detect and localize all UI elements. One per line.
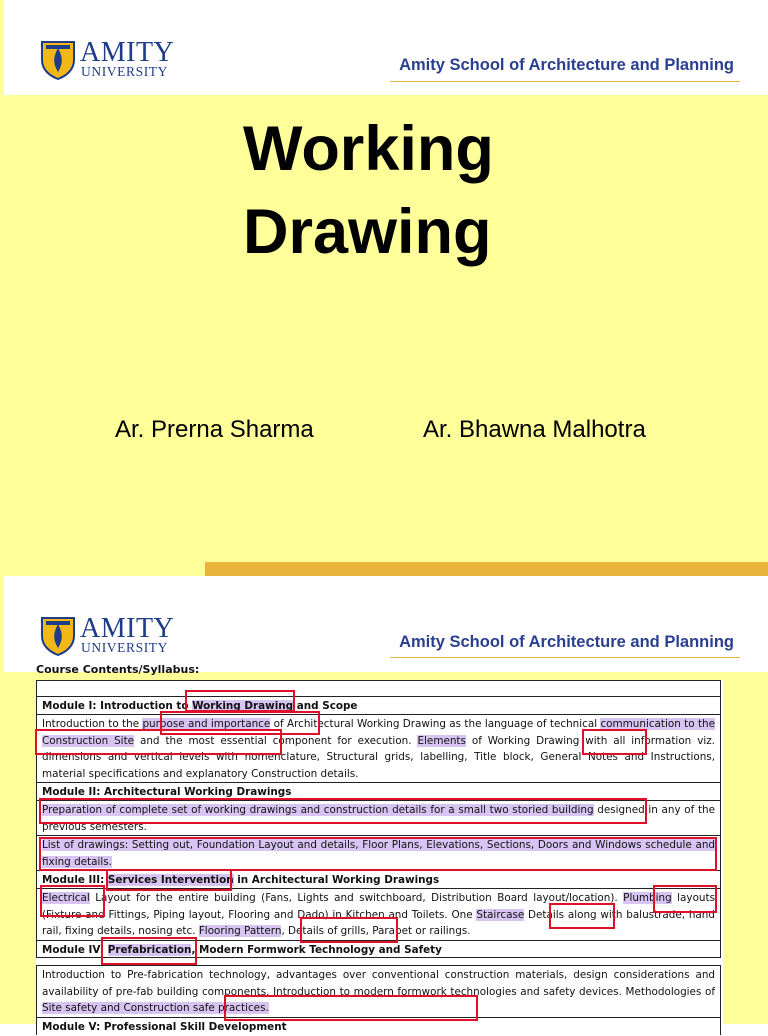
logo-wordmark: AMITY <box>80 613 175 644</box>
annotation-box-electrical <box>40 885 105 917</box>
course-contents-label: Course Contents/Syllabus: <box>36 663 200 676</box>
amity-logo-2 <box>40 614 180 660</box>
school-name: Amity School of Architecture and Planning <box>399 56 734 74</box>
author-1: Ar. Prerna Sharma <box>115 416 314 443</box>
logo-subtitle: UNIVERSITY <box>81 64 168 79</box>
annotation-box-services <box>106 869 232 891</box>
blank-row <box>36 680 721 696</box>
slide-header <box>4 0 768 95</box>
school-name: Amity School of Architecture and Planning <box>399 633 734 651</box>
module-3-heading: Module III: Services Intervention in Architectural Working Drawings <box>36 870 721 888</box>
module-3-body: Electrical Layout for the entire building (Fans, Lights and switchboard, Distribution Board layout/location). Plumbing layouts (Fixture and Fittings, Piping layout, Flooring and Dado) in Kitchen and Toilets. One Staircase Details along with balustrade, hand rail, fixing details, nosing etc. Flooring Pattern, Details of grills, Parapet or railings. <box>36 888 721 940</box>
shield-icon <box>40 616 76 656</box>
annotation-box-communication <box>35 729 282 755</box>
module-2-body-2: List of drawings: Setting out, Foundation Layout and details, Floor Plans, Elevations, Sections, Doors and Windows schedule and fixing details. <box>36 835 721 870</box>
annotation-box-staircase <box>549 903 615 929</box>
module-2-body-1: Preparation of complete set of working drawings and construction details for a small two storied building designed in any of the previous semesters. <box>36 800 721 835</box>
annotation-box-list-of-drawings <box>39 837 717 871</box>
amity-logo <box>40 38 180 84</box>
author-2: Ar. Bhawna Malhotra <box>423 416 646 443</box>
annotation-box-preparation <box>39 798 647 824</box>
header-rule <box>390 657 740 658</box>
slide-header-2 <box>4 576 768 672</box>
logo-wordmark: AMITY <box>80 37 175 68</box>
logo-subtitle: UNIVERSITY <box>81 640 168 655</box>
slide-title <box>243 108 494 274</box>
module-4-body: Introduction to Pre-fabrication technology, advantages over conventional construction materials, design considerations and availability of pre-fab building components. Introduction to modern formwork technologies and safety devices. Methodologies of Site safety and Construction safe practices. <box>36 965 721 1017</box>
annotation-box-elements <box>582 729 647 755</box>
module-4-heading: Module IV: Prefabrication, Modern Formwork Technology and Safety <box>36 940 721 958</box>
annotation-box-site-safety <box>224 995 478 1021</box>
header-rule <box>390 81 740 82</box>
module-2-heading: Module II: Architectural Working Drawings <box>36 782 721 800</box>
annotation-box-working-drawing <box>185 690 295 712</box>
module-1-body: Introduction to the purpose and importance of Architectural Working Drawing as the language of technical communication to the Construction Site and the most essential component for execution. Elements of Working Drawing with all information viz. dimensions and vertical levels with nomenclature, Structural grids, labelling, Title block, General Notes and Instructions, material specifications and explanatory Construction details. <box>36 714 721 782</box>
module-5-heading: Module V: Professional Skill Development <box>36 1017 721 1035</box>
module-1-heading: Module I: Introduction to Working Drawing and Scope <box>36 696 721 714</box>
bottom-band <box>205 562 768 576</box>
title-line-2: Drawing <box>243 197 492 267</box>
title-line-1: Working <box>243 114 494 184</box>
shield-icon <box>40 40 76 80</box>
annotation-box-flooring <box>300 917 398 943</box>
annotation-box-plumbing <box>653 885 717 913</box>
annotation-box-prefabrication <box>101 937 197 965</box>
